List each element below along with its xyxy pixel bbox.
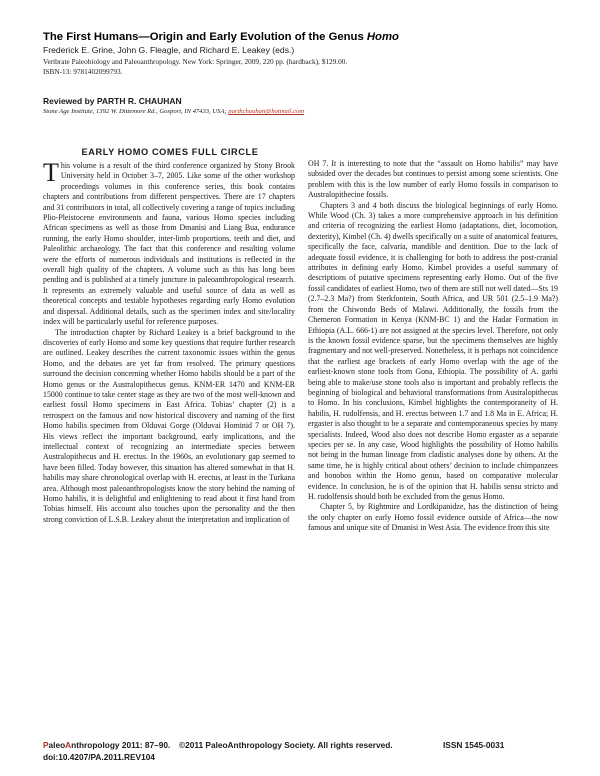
paragraph: This volume is a result of the third conference organized by Stony Brook University held in October 3–7, 2005. Like some of the other workshop proceedings volumes in this conference series, this book contains chapters and contributions from different perspectives. There are 17 chapters and 31 contributors in total, all collectively covering a range of topics including Plio-Pleistocene environments and fauna, various Homo species including African specimens as well as those from Dmanisi and Liang Bua, endurance running, the early Homo shoulder, inter-limb proportions, teeth and diet, and Paleolithic archaeology. The fact that this conference and resulting volume were the efforts of numerous individuals and institutions is reflected in the overall high quality of the chapters. A volume such as this has long been pending and is published at a timely juncture in paleoanthropological research. It represents an extremely valuable and useful source of data as well as theoretical concepts and testable hypotheses regarding early Homo evolution and dispersal. Additional details, such as the specimen index and site/locality index will be particularly useful for reference purposes. <box>43 158 295 327</box>
reviewer-affiliation: Stone Age Institute, 1392 W. Dittemore Rd., Gosport, IN 47433, USA; parthchauhan@hotmail.com <box>43 108 305 115</box>
reviewer-line: Reviewed by PARTH R. CHAUHAN <box>43 96 182 106</box>
journal-citation: PaleoAnthropology 2011: 87–90. <box>43 740 171 750</box>
publication-info <box>43 57 563 77</box>
section-heading: EARLY HOMO COMES FULL CIRCLE <box>81 147 259 157</box>
footer <box>43 740 563 762</box>
isbn-line: ISBN-13: 9781402099793. <box>43 67 123 76</box>
paragraph: OH 7. It is interesting to note that the “assault on Homo habilis” may have subsided over the decades but continues to persist among some scientists. One problem with this is the low number of early Homo fossils in comparison to Australopithecine fossils. <box>308 159 558 200</box>
issn: ISSN 1545-0031 <box>443 740 505 750</box>
text-column-left <box>43 158 295 525</box>
copyright: ©2011 PaleoAnthropology Society. All rights reserved. <box>179 740 393 750</box>
reviewer-email-link[interactable]: parthchauhan@hotmail.com <box>228 108 305 115</box>
book-title: The First Humans—Origin and Early Evolution of the Genus Homo <box>43 31 399 43</box>
doi: doi:10.4207/PA.2011.REV104 <box>43 752 155 762</box>
paragraph: Chapters 3 and 4 both discuss the biological beginnings of early Homo. While Wood (Ch. 3) takes a more comprehensive approach in his definition and criteria of recognizing the earliest Homo (adaptations, diet, locomotion, dexterity), Kimbel (Ch. 4) dwells specifically on a suite of anatomical features, specifically the face, calvaria, mandible and dentition. Due to the lack of adequate fossil evidence, it is challenging for both to address the post-cranial attributes in defining early Homo. Kimbel provides a useful summary of descriptions of putative specimens representing early Homo. Out of the five fossil candidates of earliest Homo, two of them are still not well dated—Sts 19 (2.7–2.3 Ma?) from Sterkfontein, South Africa, and UR 501 (2.5–1.9 Ma?) from the Chiwondo Beds of Malawi. Additionally, the fossils from the Chemeron Formation in Kenya (KNM-BC 1) and the Hadar Formation in Ethiopia (A.L. 666-1) are not assigned at the species level. Therefore, not only is the known fossil evidence sparse, but the specimens themselves are highly fragmentary and not well-preserved. Nonetheless, it is perhaps not coincidence that the earliest age brackets of early Homo overlap with the age of the earliest-known stone tools from Gona, Ethiopia. The possibility of A. garhi being able to make/use stone tools also is important and probably reflects the beginning of biological and behavioral transformations from Australopithecus to Homo. In his conclusions, Kimbel highlights the contemporaneity of H. habilis, H. rudolfensis, and H. erectus between 1.7 and 1.8 Ma in E. Africa; H. ergaster is also thought to be a separate and contemporaneous species by many specialists. Indeed, Wood also does not describe Homo ergaster as a separate species per se. In any case, Wood highlights the possibility of Homo habilis not being in the human lineage from cladistic analyses done by others. At the same time, he is highly critical about others’ decision to include chimpanzees and bonobos within the Homo genus, based on comparative molecular evidence. In conclusion, he is of the opinion that H. habilis sensu stricto and H. rudolfensis should both be excluded from the genus Homo. <box>308 200 558 501</box>
publication-line: Vertbrate Paleobiology and Paleoanthropology. New York: Springer, 2009, 220 pp. (hardback), $129.00. <box>43 57 348 66</box>
drop-cap: T <box>43 158 59 187</box>
paragraph: The introduction chapter by Richard Leakey is a brief background to the discoveries of early Homo and some key questions that require further research are outlined. Leakey describes the current taxonomic issues within the genus Homo, and the debates are yet far from resolved. The primary questions surround the decision concerning whether Homo habilis should be a part of the Homo genus or the Australopithecus genus. KNM-ER 1470 and KNM-ER 15000 continue to take center stage as they are two of the most well-known and earliest fossil Homo specimens in East Africa. Tobias’ chapter (2) is a retrospect on the famous and now historical discovery and naming of the first Homo habilis specimen from Olduvai Gorge (Olduvai Hominid 7 or OH 7). His views reflect the important background, early implications, and the intellectual context of recognizing an intermediate species between Australopithecus and H. erectus. In the 1960s, an evolutionary gap seemed to have been filled. Today however, this situation has altered somewhat in that H. habilis may share chronological overlap with H. erectus, at least in the Turkana area. Although most paleoanthropologists know the story behind the naming of Homo habilis, it is delightful and enlightening to read about it first hand from Tobias himself. His account also touches upon the personality and the then strong conviction of L.S.B. Leakey about the interpretation and implication of <box>43 327 295 524</box>
paragraph: Chapter 5, by Rightmire and Lordkipanidze, has the distinction of being the only chapter on early Homo fossil evidence outside of Africa—the now famous and unique site of Dmanisi in West Asia. The evidence from this site <box>308 502 558 533</box>
book-editors: Frederick E. Grine, John G. Fleagle, and Richard E. Leakey (eds.) <box>43 45 295 55</box>
text-column-right <box>308 159 558 534</box>
